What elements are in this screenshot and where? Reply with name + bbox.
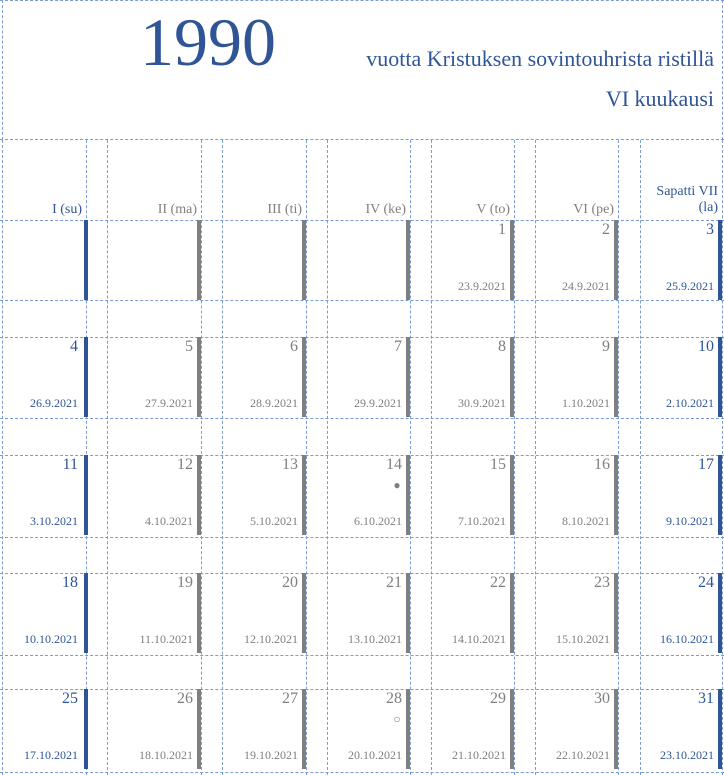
day-number: 12: [177, 456, 193, 473]
day-cell-border: [510, 573, 514, 653]
gregorian-date: 10.10.2021: [24, 632, 78, 646]
gregorian-date: 3.10.2021: [30, 514, 78, 528]
grid-line: [640, 140, 641, 775]
gregorian-date: 2.10.2021: [666, 396, 714, 410]
weekday-header: IV (ke): [365, 202, 406, 217]
day-number: 3: [706, 221, 714, 238]
gregorian-date: 4.10.2021: [145, 514, 193, 528]
day-number: 10: [698, 338, 714, 355]
gregorian-date: 13.10.2021: [348, 632, 402, 646]
day-cell-border: [614, 689, 618, 769]
grid-line: [722, 0, 723, 140]
day-number: 15: [490, 456, 506, 473]
grid-line: [2, 140, 3, 775]
grid-line: [0, 418, 724, 419]
gregorian-date: 20.10.2021: [348, 748, 402, 762]
gregorian-date: 23.9.2021: [458, 279, 506, 293]
day-cell-border: [197, 220, 201, 300]
grid-line: [618, 140, 619, 775]
day-number: 19: [177, 574, 193, 591]
grid-line: [201, 140, 202, 775]
day-number: 30: [594, 690, 610, 707]
day-number: 28: [386, 690, 402, 707]
grid-line: [0, 655, 724, 656]
day-cell-border: [614, 220, 618, 300]
grid-line: [0, 772, 724, 773]
day-cell-border: [718, 573, 722, 653]
gregorian-date: 18.10.2021: [139, 748, 193, 762]
grid-line: [327, 140, 328, 775]
day-cell-border: [718, 337, 722, 417]
day-cell-border: [197, 455, 201, 535]
gregorian-date: 27.9.2021: [145, 396, 193, 410]
gregorian-date: 17.10.2021: [24, 748, 78, 762]
grid-line: [722, 140, 723, 775]
gregorian-date: 28.9.2021: [250, 396, 298, 410]
day-number: 5: [185, 338, 193, 355]
day-cell-border: [406, 337, 410, 417]
gregorian-date: 5.10.2021: [250, 514, 298, 528]
gregorian-date: 14.10.2021: [452, 632, 506, 646]
gregorian-date: 8.10.2021: [562, 514, 610, 528]
day-cell-border: [718, 689, 722, 769]
day-number: 9: [602, 338, 610, 355]
month-title: VI kuukausi: [605, 86, 714, 111]
day-number: 29: [490, 690, 506, 707]
day-cell-border: [718, 220, 722, 300]
day-number: 4: [70, 338, 78, 355]
day-cell-border: [718, 455, 722, 535]
day-cell-border: [84, 455, 88, 535]
day-cell-border: [406, 455, 410, 535]
weekday-header: Sapatti VII (la): [656, 184, 718, 215]
gregorian-date: 16.10.2021: [660, 632, 714, 646]
day-number: 7: [394, 338, 402, 355]
day-cell-border: [197, 573, 201, 653]
grid-line: [0, 0, 724, 1]
day-number: 17: [698, 456, 714, 473]
day-number: 26: [177, 690, 193, 707]
day-number: 14: [386, 456, 402, 473]
day-number: 1: [498, 221, 506, 238]
day-number: 24: [698, 574, 714, 591]
grid-line: [410, 140, 411, 775]
day-cell-border: [614, 455, 618, 535]
weekday-header: VI (pe): [573, 202, 614, 217]
day-cell-border: [406, 689, 410, 769]
full-moon-icon: ●: [393, 478, 401, 492]
weekday-header: III (ti): [267, 202, 302, 217]
day-cell-border: [302, 455, 306, 535]
day-cell-border: [302, 573, 306, 653]
day-cell-border: [614, 573, 618, 653]
day-number: 20: [282, 574, 298, 591]
day-cell-border: [406, 220, 410, 300]
day-cell-border: [406, 573, 410, 653]
gregorian-date: 19.10.2021: [244, 748, 298, 762]
day-number: 25: [62, 690, 78, 707]
year-subtitle: vuotta Kristuksen sovintouhrista ristillä: [366, 46, 714, 71]
day-cell-border: [614, 337, 618, 417]
day-number: 31: [698, 690, 714, 707]
gregorian-date: 29.9.2021: [354, 396, 402, 410]
grid-line: [514, 140, 515, 775]
gregorian-date: 24.9.2021: [562, 279, 610, 293]
grid-line: [0, 537, 724, 538]
day-number: 11: [62, 456, 78, 473]
gregorian-date: 12.10.2021: [244, 632, 298, 646]
day-number: 13: [282, 456, 298, 473]
day-number: 2: [602, 221, 610, 238]
grid-line: [431, 140, 432, 775]
grid-line: [0, 139, 724, 140]
day-number: 23: [594, 574, 610, 591]
gregorian-date: 9.10.2021: [666, 514, 714, 528]
day-number: 18: [62, 574, 78, 591]
day-cell-border: [197, 337, 201, 417]
day-cell-border: [302, 220, 306, 300]
gregorian-date: 1.10.2021: [562, 396, 610, 410]
day-cell-border: [197, 689, 201, 769]
gregorian-date: 23.10.2021: [660, 748, 714, 762]
day-cell-border: [84, 689, 88, 769]
day-cell-border: [84, 220, 88, 300]
weekday-header: V (to): [476, 202, 510, 217]
day-number: 27: [282, 690, 298, 707]
gregorian-date: 11.10.2021: [139, 632, 193, 646]
day-cell-border: [302, 689, 306, 769]
day-cell-border: [84, 573, 88, 653]
gregorian-date: 26.9.2021: [30, 396, 78, 410]
day-number: 22: [490, 574, 506, 591]
gregorian-date: 7.10.2021: [458, 514, 506, 528]
grid-line: [222, 140, 223, 775]
year-title: 1990: [140, 4, 276, 80]
day-cell-border: [510, 455, 514, 535]
grid-line: [0, 300, 724, 301]
gregorian-date: 21.10.2021: [452, 748, 506, 762]
gregorian-date: 15.10.2021: [556, 632, 610, 646]
weekday-header: I (su): [52, 202, 82, 217]
gregorian-date: 30.9.2021: [458, 396, 506, 410]
day-number: 6: [290, 338, 298, 355]
day-number: 16: [594, 456, 610, 473]
grid-line: [2, 0, 3, 140]
gregorian-date: 25.9.2021: [666, 279, 714, 293]
new-moon-icon: ○: [393, 712, 401, 726]
day-number: 21: [386, 574, 402, 591]
day-cell-border: [510, 337, 514, 417]
day-cell-border: [84, 337, 88, 417]
day-cell-border: [510, 220, 514, 300]
gregorian-date: 6.10.2021: [354, 514, 402, 528]
gregorian-date: 22.10.2021: [556, 748, 610, 762]
weekday-header: II (ma): [157, 202, 197, 217]
grid-line: [535, 140, 536, 775]
day-number: 8: [498, 338, 506, 355]
grid-line: [107, 140, 108, 775]
day-cell-border: [510, 689, 514, 769]
grid-line: [306, 140, 307, 775]
day-cell-border: [302, 337, 306, 417]
